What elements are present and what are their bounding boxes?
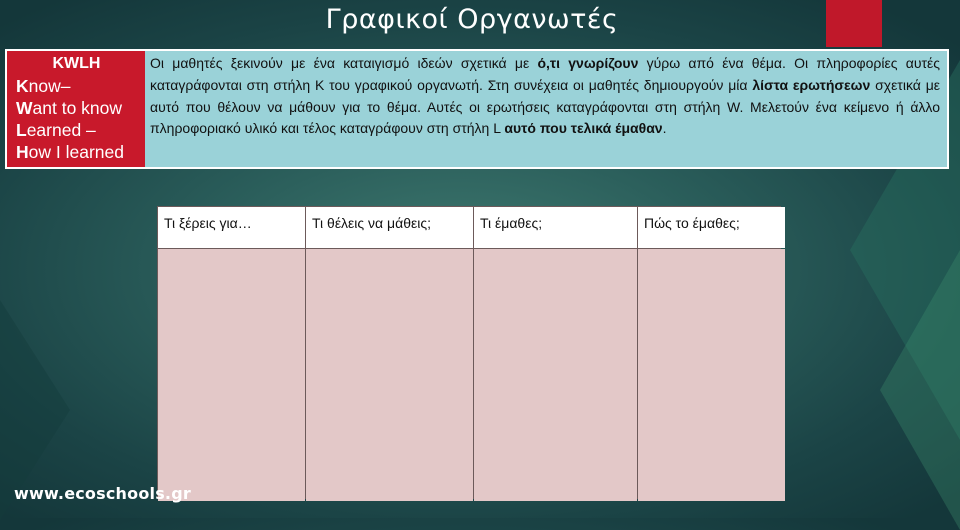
watermark: www.ecoschools.gr bbox=[14, 484, 191, 503]
kwlh-description: Οι μαθητές ξεκινούν με ένα καταιγισμό ιδεών σχετικά με ό,τι γνωρίζουν γύρω από ένα θέμα. Οι πληροφορίες αυτές καταγράφονται στη στήλη K του γραφικού οργανωτή. Στη συνέχεια οι μαθητές δημιουργούν μία λίστα ερωτήσεων σχετικά με αυτό που θέλουν να μάθουν για το θέμα. Αυτές οι ερωτήσεις καταγράφονται στη στήλη W. Μελετούν ένα κείμενο ή άλλο πληροφοριακό υλικό και τέλος καταγράφουν στη στήλη L αυτό που τελικά έμαθαν. bbox=[145, 51, 947, 167]
kwlh-acronym-panel bbox=[7, 51, 145, 167]
table-cell-want bbox=[306, 249, 473, 501]
slide-title: Γραφικοί Οργανωτές bbox=[325, 4, 619, 35]
table-cell-how bbox=[638, 249, 785, 501]
kwlh-line-want: Want to know bbox=[16, 98, 123, 118]
table-cell-know bbox=[158, 249, 305, 501]
table-header-want: Τι θέλεις να μάθεις; bbox=[306, 207, 473, 248]
kwlh-line-know: Know– bbox=[16, 76, 71, 96]
table-header-learned: Τι έμαθες; bbox=[474, 207, 637, 248]
table-header-how: Πώς το έμαθες; bbox=[638, 207, 785, 248]
kwlh-info-box bbox=[5, 49, 949, 169]
kwlh-header: KWLH bbox=[52, 55, 101, 72]
decor-triangle-right-lower bbox=[880, 250, 960, 530]
table-cell-learned bbox=[474, 249, 637, 501]
kwlh-line-learned: Learned – bbox=[16, 120, 96, 140]
kwlh-line-how: How I learned bbox=[16, 142, 124, 162]
table-header-know: Τι ξέρεις για… bbox=[158, 207, 305, 248]
kwlh-table bbox=[157, 206, 781, 499]
